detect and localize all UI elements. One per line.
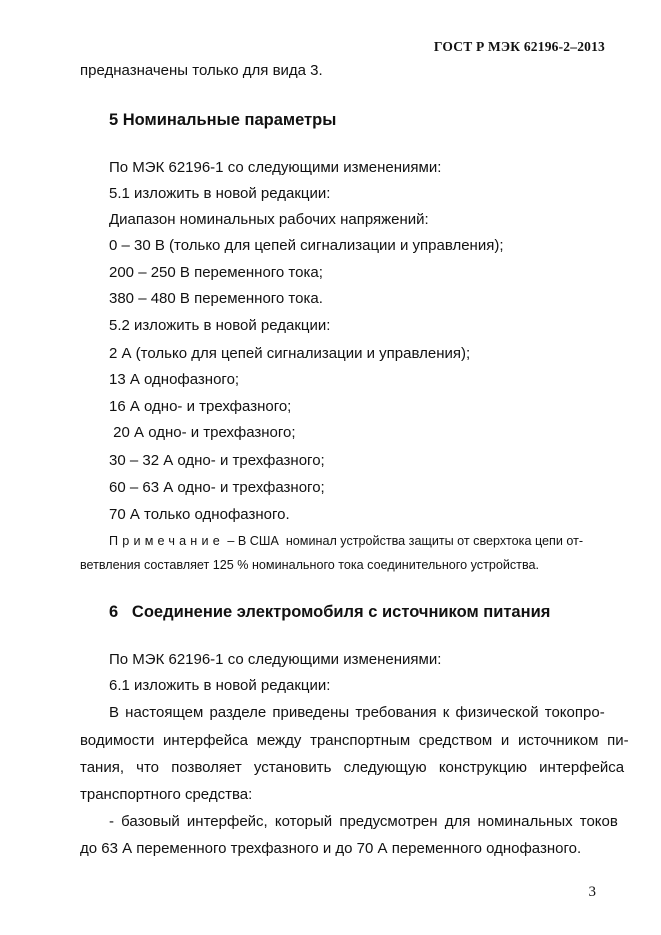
paragraph-line: до 63 А переменного трехфазного и до 70 А переменного однофазного. (80, 840, 582, 857)
text-line: 13 А однофазного; (109, 371, 240, 388)
note-label: Примечание (109, 534, 224, 548)
text-line: 5.2 изложить в новой редакции: (109, 317, 331, 334)
section-5-heading: 5 Номинальные параметры (109, 111, 337, 129)
text-line: 60 – 63 А одно- и трехфазного; (109, 479, 325, 496)
section-6-heading: 6 Соединение электромобиля с источником питания (109, 603, 551, 621)
standard-code-header: ГОСТ Р МЭК 62196-2–2013 (433, 39, 605, 54)
text-line: По МЭК 62196-1 со следующими изменениями: (109, 159, 442, 176)
paragraph-line: - базовый интерфейс, который предусмотрен для номинальных токов (109, 813, 618, 830)
note-line (109, 533, 583, 549)
text-line: предназначены только для вида 3. (80, 62, 323, 79)
paragraph-line: тания, что позволяет установить следующую конструкцию интерфейса (80, 759, 625, 776)
text-line: 380 – 480 В переменного тока. (109, 290, 323, 307)
text-line: 30 – 32 А одно- и трехфазного; (109, 452, 325, 469)
text-line: 16 А одно- и трехфазного; (109, 398, 292, 415)
text-line: Диапазон номинальных рабочих напряжений: (109, 211, 429, 228)
paragraph-line: В настоящем разделе приведены требования к физической токопро- (109, 704, 605, 721)
text-line: 2 А (только для цепей сигнализации и управления); (109, 345, 471, 362)
text-line: 200 – 250 В переменного тока; (109, 264, 323, 281)
text-line: 20 А одно- и трехфазного; (109, 424, 296, 441)
paragraph-line: водимости интерфейса между транспортным средством и источником пи- (80, 732, 629, 749)
note-text: – В США номинал устройства защиты от сверхтока цепи от- (223, 534, 584, 548)
text-line: 5.1 изложить в новой редакции: (109, 185, 331, 202)
note-line: ветвления составляет 125 % номинального тока соединительного устройства. (80, 558, 540, 572)
text-line: 0 – 30 В (только для цепей сигнализации и управления); (109, 237, 504, 254)
paragraph-line: транспортного средства: (80, 786, 253, 803)
text-line: 70 А только однофазного. (109, 506, 290, 523)
text-line: 6.1 изложить в новой редакции: (109, 677, 331, 694)
page-number: 3 (588, 884, 596, 900)
text-line: По МЭК 62196-1 со следующими изменениями: (109, 651, 442, 668)
